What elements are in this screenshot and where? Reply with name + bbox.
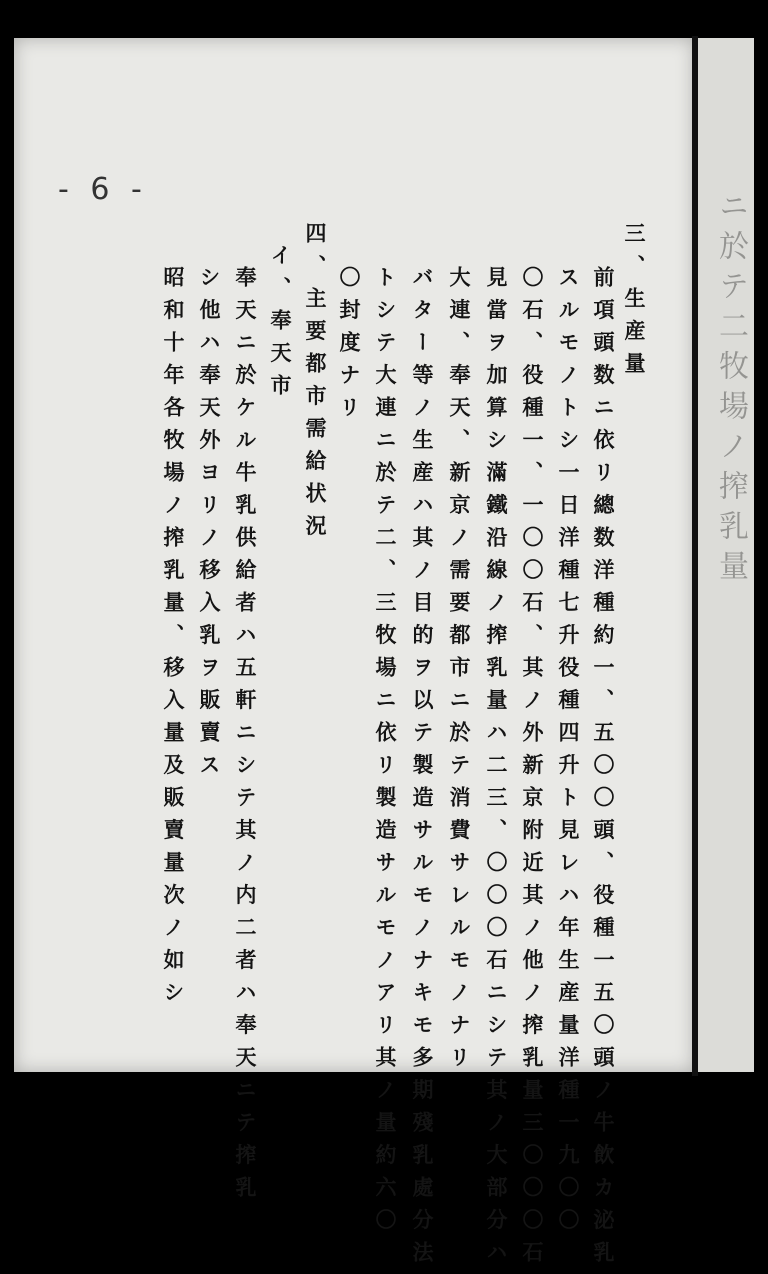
text-line: 見當ヲ加算シ滿鐵沿線ノ搾乳量ハ二三、〇〇〇石ニシテ其ノ大部分ハ — [484, 266, 509, 1274]
text-line: 奉天ニ於ケル牛乳供給者ハ五軒ニシテ其ノ内二者ハ奉天ニテ搾乳 — [233, 266, 258, 1209]
text-line: 〇封度ナリ — [337, 266, 362, 429]
section-heading-cities: 四、主要都市需給状況 — [303, 222, 328, 547]
text-line: バター等ノ生産ハ其ノ目的ヲ以テ製造サルモノナキモ多期殘乳處分法 — [410, 266, 435, 1274]
text-line: 〇石、役種一、一〇〇石、其ノ外新京附近其ノ他ノ搾乳量三〇〇〇石 — [520, 266, 545, 1274]
subsection-heading-mukden: イ、奉天市 — [268, 244, 293, 407]
text-line: トシテ大連ニ於テ二、三牧場ニ依リ製造サルモノアリ其ノ量約六〇 — [373, 266, 398, 1241]
text-line: スルモノトシ一日洋種七升役種四升ト見レハ年生産量洋種一九〇〇 — [556, 266, 581, 1241]
page-number: - 6 - — [58, 172, 148, 207]
text-line: 前項頭数ニ依リ總数洋種約一、五〇〇頭、役種一五〇頭ノ牛飲カ泌乳 — [591, 266, 616, 1274]
text-line: 昭和十年各牧場ノ搾乳量、移入量及販賣量次ノ如シ — [161, 266, 186, 1014]
text-line: 大連、奉天、新京ノ需要都市ニ於テ消費サレルモノナリ — [447, 266, 472, 1079]
text-line: シ他ハ奉天外ヨリノ移入乳ヲ販賣ス — [197, 266, 222, 786]
section-heading-production: 三、生産量 — [622, 222, 647, 385]
adjacent-page-text: ニ於テ二牧場ノ搾乳量 — [713, 190, 748, 590]
